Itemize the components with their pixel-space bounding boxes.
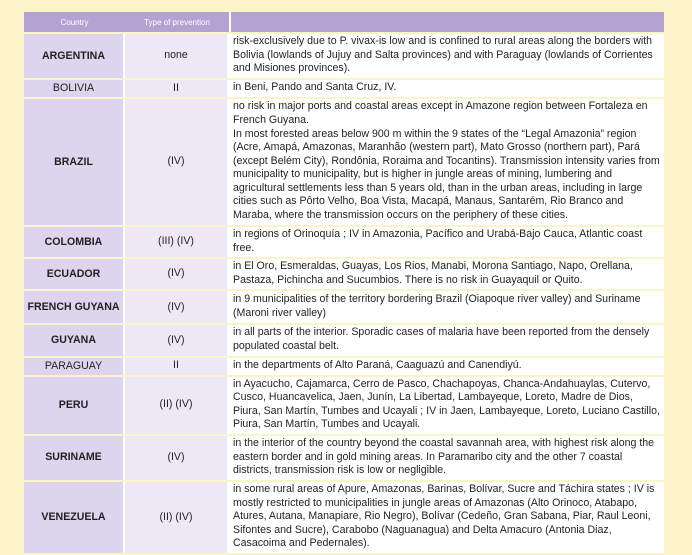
table-row: [24, 358, 664, 375]
prevention-type-cell: none: [125, 34, 229, 78]
prevention-type-cell: (III) (IV): [125, 227, 229, 257]
table-row: [24, 482, 664, 553]
table-row: [24, 227, 664, 257]
column-header-country: Country: [24, 12, 125, 32]
description-cell: in regions of Orinoquía ; IV in Amazonia, Pacífico and Urabá-Bajo Cauca, Atlantic coast free.: [229, 227, 664, 257]
prevention-type-cell: (IV): [125, 99, 229, 225]
country-cell: FRENCH GUYANA: [24, 291, 125, 323]
table-row: [24, 377, 664, 434]
malaria-prevention-table: [24, 10, 664, 555]
table-row: [24, 99, 664, 225]
column-header-type-of-prevention: Type of prevention: [125, 12, 229, 32]
prevention-type-cell: (IV): [125, 259, 229, 289]
country-cell: BOLIVIA: [24, 80, 125, 97]
description-cell: risk-exclusively due to P. vivax-is low and is confined to rural areas along the borders with Bolivia (lowlands of Jujuy and Salta provinces) and with Paraguay (lowlands of Corrientes and Misiones provinces).: [229, 34, 664, 78]
prevention-type-cell: II: [125, 358, 229, 375]
country-cell: GUYANA: [24, 325, 125, 355]
description-cell: in the interior of the country beyond the coastal savannah area, with highest risk along the eastern border and in gold mining areas. In Paramaribo city and the other 7 coastal districts, transmission risk is low or negligible.: [229, 436, 664, 480]
table-row: [24, 436, 664, 480]
table-row: [24, 259, 664, 289]
table-header-row: [24, 12, 664, 32]
country-cell: VENEZUELA: [24, 482, 125, 553]
table-row: [24, 291, 664, 323]
description-cell: in all parts of the interior. Sporadic cases of malaria have been reported from the densely populated coastal belt.: [229, 325, 664, 355]
prevention-type-cell: (II) (IV): [125, 377, 229, 434]
table-row: [24, 34, 664, 78]
column-header-description: [229, 12, 664, 32]
description-cell: in El Oro, Esmeraldas, Guayas, Los Rios, Manabi, Morona Santiago, Napo, Orellana, Pastaza, Pichincha and Sucumbios. There is no risk in Guayaquil or Quito.: [229, 259, 664, 289]
description-cell: in Beni, Pando and Santa Cruz, IV.: [229, 80, 664, 97]
prevention-type-cell: (IV): [125, 436, 229, 480]
country-cell: COLOMBIA: [24, 227, 125, 257]
country-cell: SURINAME: [24, 436, 125, 480]
description-cell: in Ayacucho, Cajamarca, Cerro de Pasco, Chachapoyas, Chanca-Andahuaylas, Cutervo, Cusco, Huancavelica, Jaen, Junín, La Libertad, Lambayeque, Loreto, Madre de Dios, Piura, San Martín, Tumbes and Ucayali ; IV in Jaen, Lambayeque, Loreto, Luciano Castillo, Piura, San Martín, Tumbes and Ucayali.: [229, 377, 664, 434]
prevention-type-cell: (IV): [125, 291, 229, 323]
country-cell: ARGENTINA: [24, 34, 125, 78]
table-row: [24, 325, 664, 355]
description-cell: no risk in major ports and coastal areas except in Amazone region between Fortaleza en French Guyana. In most forested areas below 900 m within the 9 states of the “Legal Amazonia” region (Acre, Amapá, Amazonas, Maranhão (western part), Mato Grosso (northern part), Pará (except Belém City), Rondônia, Roraima and Tocantins). Transmission intensity varies from municipality to municipality, but is higher in jungle areas of mining, lumbering and agricultural settlements less than 5 years old, than in the urban areas, including in large cities such as Pôrto Velho, Boa Vista, Macapá, Manaus, Santarém, Rio Branco and Maraba, where the transmission occurs on the periphery of these cities.: [229, 99, 664, 225]
country-cell: PARAGUAY: [24, 358, 125, 375]
country-cell: PERU: [24, 377, 125, 434]
malaria-prevention-table-container: [24, 10, 664, 555]
table-row: [24, 80, 664, 97]
prevention-type-cell: (II) (IV): [125, 482, 229, 553]
country-cell: BRAZIL: [24, 99, 125, 225]
prevention-type-cell: II: [125, 80, 229, 97]
description-cell: in the departments of Alto Paraná, Caaguazú and Canendiyú.: [229, 358, 664, 375]
country-cell: ECUADOR: [24, 259, 125, 289]
description-cell: in some rural areas of Apure, Amazonas, Barinas, Bolívar, Sucre and Táchira states ; IV is mostly restricted to municipalities in jungle areas of Amazonas (Alto Orinoco, Atabapo, Atures, Autana, Manapiare, Rio Negro), Bolívar (Cedeño, Gran Sabana, Piar, Raul Leoni, Sifontes and Sucre), Carabobo (Naguanagua) and Delta Amacuro (Antonia Diaz, Casacoima and Pedernales).: [229, 482, 664, 553]
description-cell: in 9 municipalities of the territory bordering Brazil (Oiapoque river valley) and Suriname (Maroni river valley): [229, 291, 664, 323]
prevention-type-cell: (IV): [125, 325, 229, 355]
